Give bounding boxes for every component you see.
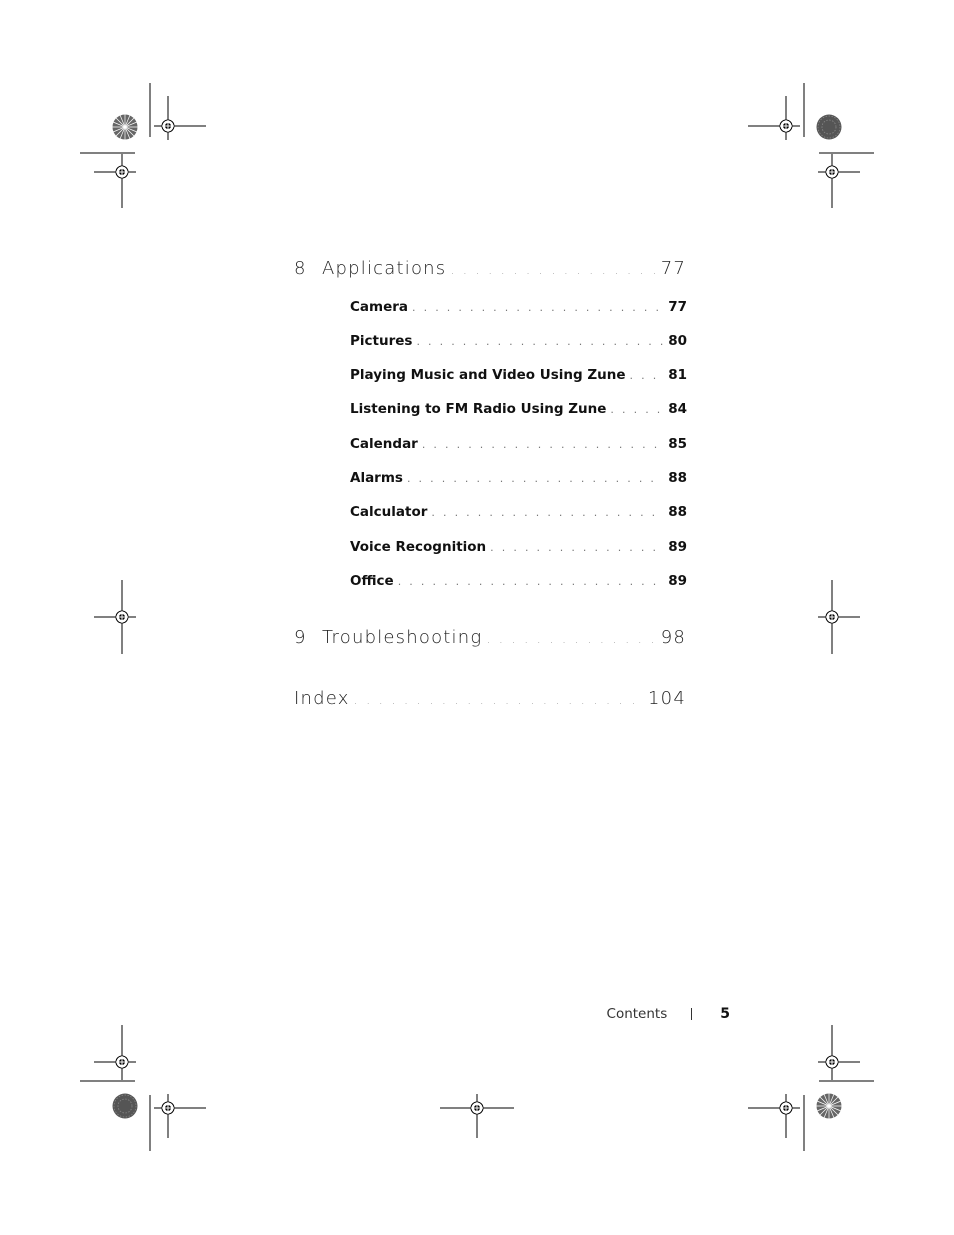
footer-page-number: 5 bbox=[720, 1006, 730, 1022]
section-page-number: 84 bbox=[668, 401, 687, 417]
section-page-number: 85 bbox=[668, 436, 687, 452]
section-title: Pictures bbox=[350, 333, 413, 349]
toc-section-alarms[interactable] bbox=[350, 470, 687, 486]
dot-leader bbox=[486, 627, 656, 648]
section-title: Listening to FM Radio Using Zune bbox=[350, 401, 607, 417]
section-title: Playing Music and Video Using Zune bbox=[350, 367, 626, 383]
section-page-number: 89 bbox=[668, 539, 687, 555]
section-page-number: 89 bbox=[668, 573, 687, 589]
section-title: Calendar bbox=[350, 436, 418, 452]
dot-leader bbox=[416, 333, 663, 349]
toc-chapter-8[interactable] bbox=[294, 258, 686, 279]
registration-mark-bottom-center bbox=[437, 1078, 517, 1140]
section-page-number: 88 bbox=[668, 470, 687, 486]
registration-mark-middle-left bbox=[90, 578, 150, 658]
chapter-title: Troubleshooting bbox=[322, 627, 483, 648]
footer-separator bbox=[691, 1008, 692, 1020]
section-title: Alarms bbox=[350, 470, 403, 486]
section-title: Calculator bbox=[350, 504, 428, 520]
chapter-title: Applications bbox=[322, 258, 447, 279]
dot-leader bbox=[610, 401, 663, 417]
toc-section-fm-radio[interactable] bbox=[350, 401, 687, 417]
index-page-number: 104 bbox=[648, 688, 686, 709]
section-page-number: 81 bbox=[668, 367, 687, 383]
chapter-page-number: 77 bbox=[660, 258, 686, 279]
dot-leader bbox=[422, 436, 663, 452]
footer-section-label: Contents bbox=[606, 1006, 668, 1022]
dot-leader bbox=[398, 573, 663, 589]
chapter-number: 9 bbox=[294, 627, 307, 648]
section-page-number: 80 bbox=[668, 333, 687, 349]
toc-section-voice-recognition[interactable] bbox=[350, 539, 687, 555]
section-title: Voice Recognition bbox=[350, 539, 487, 555]
toc-chapter-9[interactable] bbox=[294, 627, 686, 648]
toc-section-pictures[interactable] bbox=[350, 333, 687, 349]
section-page-number: 77 bbox=[668, 299, 687, 315]
section-page-number: 88 bbox=[668, 504, 687, 520]
toc-section-calendar[interactable] bbox=[350, 436, 687, 452]
registration-mark-top-left bbox=[80, 80, 210, 210]
toc-section-office[interactable] bbox=[350, 573, 687, 589]
chapter-number: 8 bbox=[294, 258, 307, 279]
toc-index[interactable] bbox=[294, 688, 686, 709]
dot-leader bbox=[407, 470, 663, 486]
dot-leader bbox=[412, 299, 663, 315]
registration-mark-top-right bbox=[744, 80, 874, 210]
registration-mark-middle-right bbox=[804, 578, 864, 658]
registration-mark-bottom-left bbox=[80, 1022, 210, 1154]
chapter-page-number: 98 bbox=[660, 627, 686, 648]
toc-section-camera[interactable] bbox=[350, 299, 687, 315]
toc-section-calculator[interactable] bbox=[350, 504, 687, 520]
dot-leader bbox=[450, 258, 656, 279]
dot-leader bbox=[431, 504, 663, 520]
page-footer bbox=[560, 1006, 730, 1022]
section-title: Camera bbox=[350, 299, 409, 315]
index-title: Index bbox=[294, 688, 350, 709]
registration-mark-bottom-right bbox=[744, 1022, 874, 1154]
toc-section-playing-music[interactable] bbox=[350, 367, 687, 383]
section-title: Office bbox=[350, 573, 394, 589]
dot-leader bbox=[630, 367, 663, 383]
dot-leader bbox=[354, 688, 644, 709]
dot-leader bbox=[490, 539, 663, 555]
